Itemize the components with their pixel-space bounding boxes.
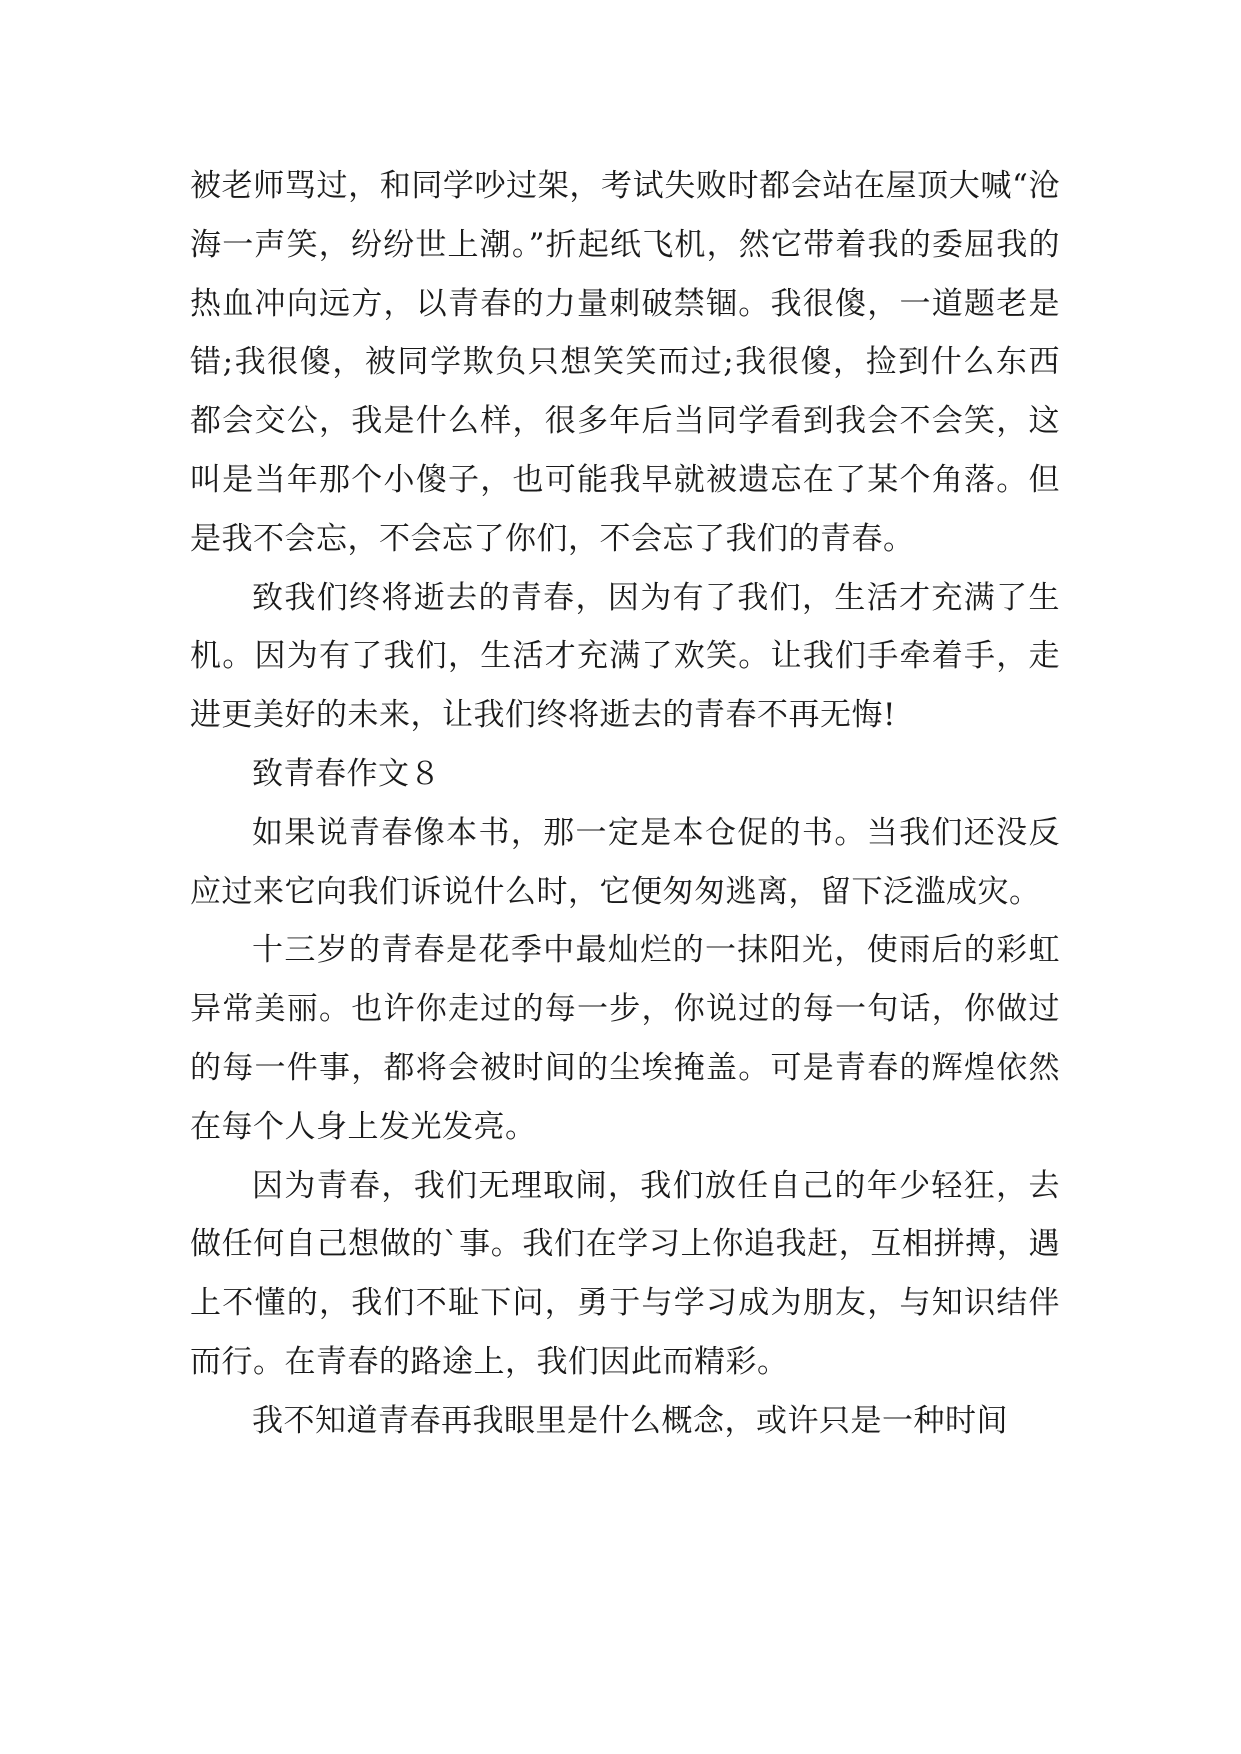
paragraph-5: 因为青春，我们无理取闹，我们放任自己的年少轻狂，去做任何自己想做的`事。我们在学习上你追我赶，互相拼搏，遇上不懂的，我们不耻下问，勇于与学习成为朋友，与知识结伴而行。在青春的路途上，我们因此而精彩。 — [190, 1167, 1060, 1380]
paragraph-6: 我不知道青春再我眼里是什么概念，或许只是一种时间 — [252, 1402, 1008, 1439]
paragraph-4: 十三岁的青春是花季中最灿烂的一抹阳光，使雨后的彩虹异常美丽。也许你走过的每一步，你说过的每一句话，你做过的每一件事，都将会被时间的尘埃掩盖。可是青春的辉煌依然在每个人身上发光发亮。 — [190, 932, 1060, 1145]
section-heading: 致青春作文８ — [252, 755, 441, 792]
document-body — [190, 157, 1060, 1451]
paragraph-2: 致我们终将逝去的青春，因为有了我们，生活才充满了生机。因为有了我们，生活才充满了欢笑。让我们手牵着手，走进更美好的未来，让我们终将逝去的青春不再无悔! — [190, 579, 1060, 734]
paragraph-3: 如果说青春像本书，那一定是本仓促的书。当我们还没反应过来它向我们诉说什么时，它便匆匆逃离，留下泛滥成灾。 — [190, 814, 1060, 910]
paragraph-1: 被老师骂过，和同学吵过架，考试失败时都会站在屋顶大喊“沧海一声笑，纷纷世上潮。”折起纸飞机，然它带着我的委屈我的热血冲向远方，以青春的力量刺破禁锢。我很傻，一道题老是错;我很傻，被同学欺负只想笑笑而过;我很傻，捡到什么东西都会交公，我是什么样，很多年后当同学看到我会不会笑，这叫是当年那个小傻子，也可能我早就被遗忘在了某个角落。但是我不会忘，不会忘了你们，不会忘了我们的青春。 — [190, 168, 1060, 557]
